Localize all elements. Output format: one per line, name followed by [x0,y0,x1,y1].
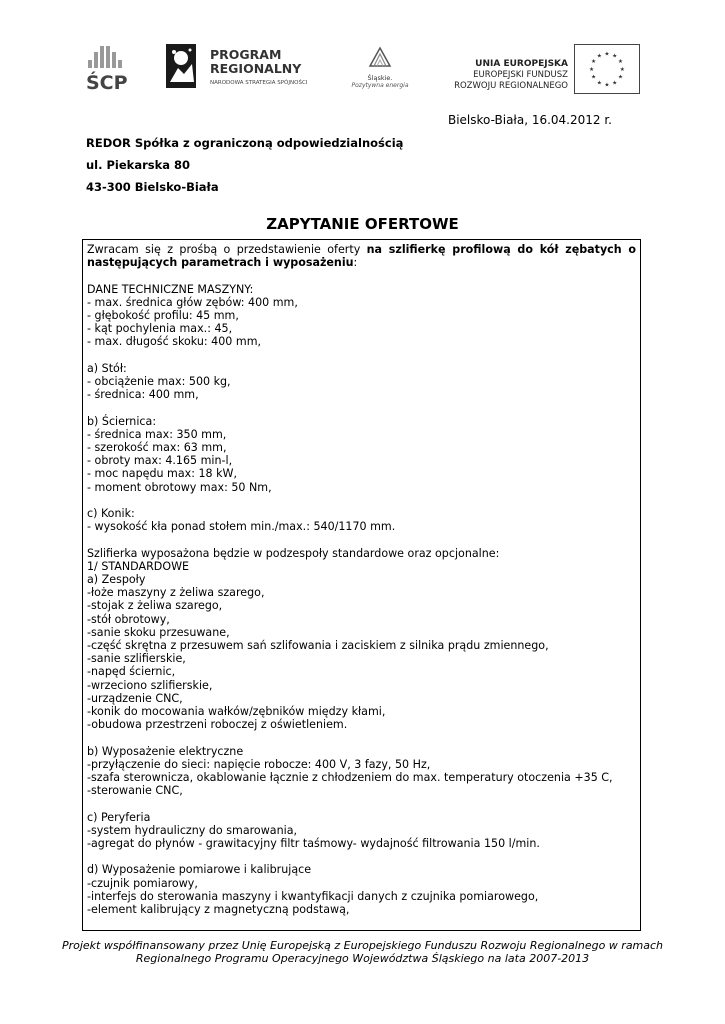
spec-line: -przyłączenie do sieci: napięcie robocze: 400 V, 3 fazy, 50 Hz, [87,757,431,771]
section-gap [87,731,636,744]
spec-line: -część skrętna z przesuwem sań szlifowania i zaciskiem z silnika prądu zmiennego, [87,639,549,653]
eu-flag-icon [574,44,640,94]
section-gap [87,349,636,362]
spec-line: - moc napędu max: 18 kW, [87,467,238,481]
section-gap [87,494,636,507]
spec-line: c) Peryferia [87,810,151,824]
recipient-street: ul. Piekarska 80 [86,158,191,172]
spec-line: - max. średnica głów zębów: 400 mm, [87,295,298,309]
svg-text:★: ★ [596,53,602,60]
page-title: ZAPYTANIE OFERTOWE [266,215,459,233]
spec-line: - średnica: 400 mm, [87,388,199,402]
slaskie-logo [350,40,410,96]
spec-line: - obroty max: 4.165 min-l, [87,454,233,468]
spec-line: -stojak z żeliwa szarego, [87,599,223,613]
spec-line: d) Wyposażenie pomiarowe i kalibrujące [87,863,312,877]
section-gap [87,269,636,282]
spec-line: 1/ STANDARDOWE [87,559,190,573]
program-regionalny-logo [162,42,312,92]
footer-line1: Projekt współfinansowany przez Unię Europejską z Europejskiego Funduszu Rozwoju Regionalnego w ramach [61,939,664,952]
svg-text:★: ★ [612,53,618,60]
svg-text:★: ★ [590,74,597,81]
svg-text:★: ★ [612,80,618,87]
spec-line: - obciążenie max: 500 kg, [87,375,231,388]
scp-logo [86,46,146,92]
spec-line: Szlifierka wyposażona będzie w podzespoły standardowe oraz opcjonalne: [87,546,500,560]
slaskie-line1: Śląskie. [367,74,393,82]
spec-line: -czujnik pomiarowy, [87,876,198,890]
svg-text:★: ★ [617,59,624,66]
program-subtitle: NARODOWA STRATEGIA SPÓJNOŚCI [210,80,308,86]
spec-line: c) Konik: [87,507,135,520]
section-gap [87,850,636,863]
eu-logo [440,44,640,94]
intro-paragraph: Zwracam się z prośbą o przedstawienie oferty na szlifierkę profilową do kół zębatych o następujących parametrach i wyposażeniu: [87,243,636,270]
spec-line: -interfejs do sterowania maszyny i kwantyfikacji danych z czujnika pomiarowego, [87,889,539,903]
spec-line: -stół obrotowy, [87,612,170,626]
footer-note [0,939,725,965]
spec-line: a) Zespoły [87,573,146,586]
spec-line: -sterowanie CNC, [87,784,183,798]
spec-line: -wrzeciono szlifierskie, [87,678,213,692]
spec-line: -system hydrauliczny do smarowania, [87,823,298,837]
spec-line: - max. długość skoku: 400 mm, [87,335,262,349]
inquiry-content-box [82,239,641,931]
letter-date: Bielsko-Biała, 16.04.2012 r. [447,113,612,127]
slaskie-line2: Pozytywna energia [351,82,409,89]
spec-line: -napęd ściernic, [87,665,176,679]
spec-line: -sanie szlifierskie, [87,652,186,666]
svg-text:★: ★ [619,66,625,73]
spec-line: DANE TECHNICZNE MASZYNY: [87,282,254,296]
svg-text:★: ★ [589,66,595,73]
program-emblem-icon [162,42,202,92]
footer-line2: Regionalnego Programu Operacyjnego Województwa Śląskiego na lata 2007-2013 [135,952,590,965]
spec-line: -urządzenie CNC, [87,691,183,705]
spec-line: -element kalibrujący z magnetyczną podstawą, [87,903,350,917]
spec-line: - szerokość max: 63 mm, [87,441,227,454]
svg-text:★: ★ [617,74,624,81]
spec-line: -agregat do płynów - grawitacyjny filtr taśmowy- wydajność filtrowania 150 l/min. [87,837,540,851]
spec-line: - głębokość profilu: 45 mm, [87,309,239,322]
scp-logo-text: ŚCP [86,72,128,94]
spec-line: -szafa sterownicza, okablowanie łącznie z chłodzeniem do max. temperatury otoczenia +35 C, [87,771,613,785]
spec-line: -konik do mocowania wałków/zębników między kłami, [87,705,386,719]
spec-line: -sanie skoku przesuwane, [87,625,230,639]
spec-line: -obudowa przestrzeni roboczej z oświetleniem. [87,718,348,732]
svg-text:★: ★ [596,80,602,87]
spec-line: - wysokość kła ponad stołem min./max.: 540/1170 mm. [87,520,396,534]
recipient-city: 43-300 Bielsko-Biała [86,180,219,194]
spec-line: -łoże maszyny z żeliwa szarego, [87,586,265,600]
specification-sections [87,269,636,916]
logo-bar [0,40,725,100]
program-title: PROGRAM REGIONALNY [210,47,302,76]
svg-text:★: ★ [604,82,610,89]
spec-line: - moment obrotowy max: 50 Nm, [87,480,272,494]
slaskie-emblem-icon [366,44,394,72]
eu-text: UNIA EUROPEJSKA EUROPEJSKI FUNDUSZ ROZWOJU REGIONALNEGO [454,59,568,91]
spec-line: - średnica max: 350 mm, [87,427,227,441]
svg-text:★: ★ [604,51,610,58]
recipient-company: REDOR Spółka z ograniczoną odpowiedzialnością [86,136,404,150]
section-gap [87,533,636,546]
section-gap [87,797,636,810]
spec-line: a) Stół: [87,361,127,375]
spec-line: b) Wyposażenie elektryczne [87,744,244,758]
spec-line: b) Ściernica: [87,414,157,428]
svg-text:★: ★ [590,59,597,66]
spec-line: - kąt pochylenia max.: 45, [87,322,233,336]
section-gap [87,401,636,414]
scp-bars-graphic [86,46,126,68]
